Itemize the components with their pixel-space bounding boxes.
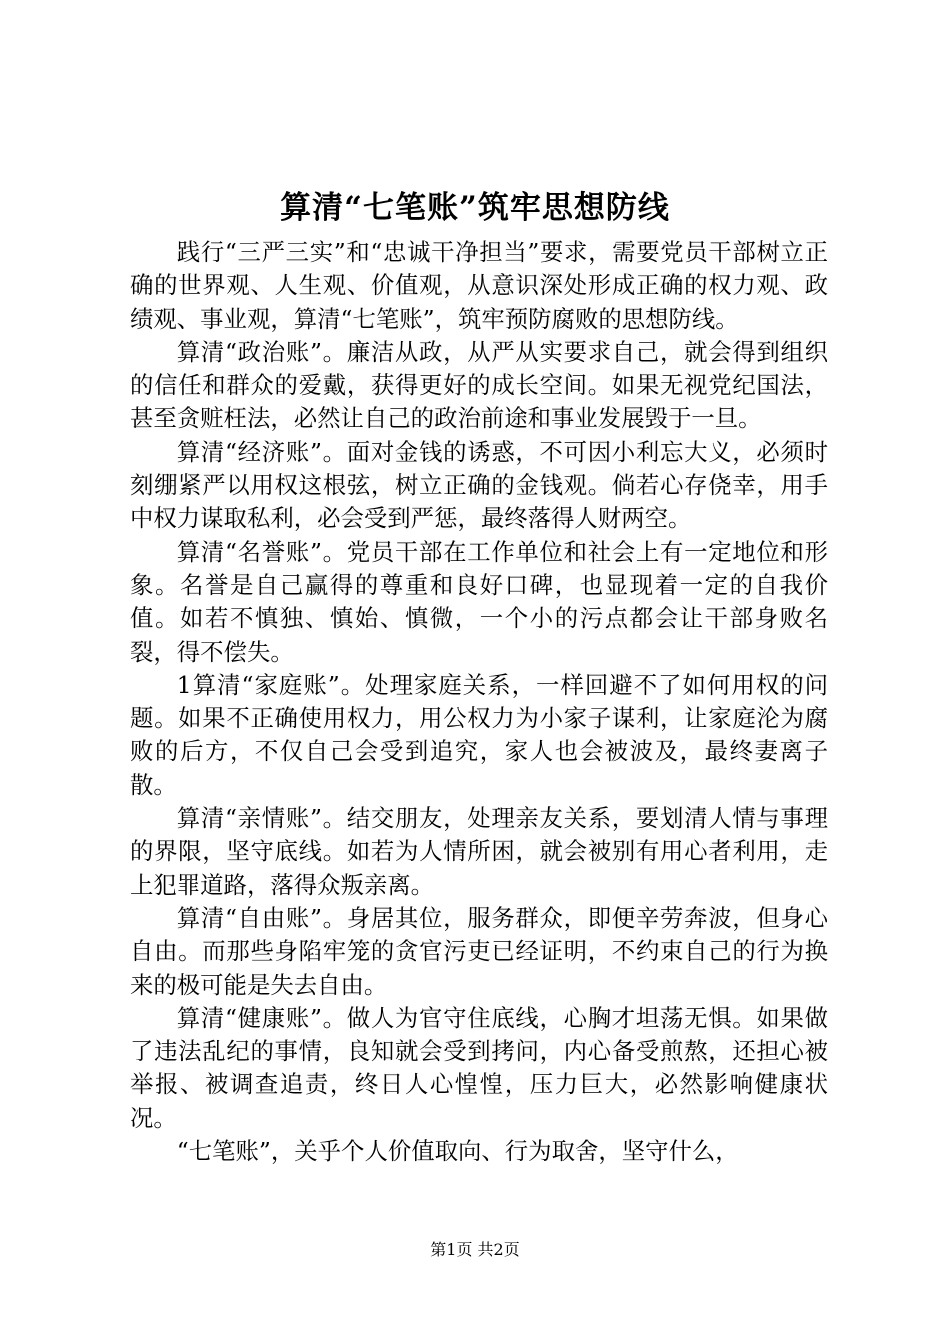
document-body (130, 236, 828, 1168)
paragraph-economic-account: 算清“经济账”。面对金钱的诱惑，不可因小利忘大义，必须时刻绷紧严以用权这根弦，树立正确的金钱观。倘若心存侥幸，用手中权力谋取私利，必会受到严惩，最终落得人财两空。 (130, 437, 828, 533)
page-number-footer: 第1页 共2页 (430, 1240, 520, 1259)
paragraph-kinship-account: 算清“亲情账”。结交朋友，处理亲友关系，要划清人情与事理的界限，坚守底线。如若为人情所困，就会被别有用心者利用，走上犯罪道路，落得众叛亲离。 (130, 804, 828, 899)
paragraph-freedom-account: 算清“自由账”。身居其位，服务群众，即便辛劳奔波，但身心自由。而那些身陷牢笼的贪官污吏已经证明，不约束自己的行为换来的极可能是失去自由。 (130, 903, 828, 999)
paragraph-conclusion: “七笔账”，关乎个人价值取向、行为取舍，坚守什么， (176, 1137, 739, 1166)
document-title: 算清“七笔账”筑牢思想防线 (280, 190, 670, 226)
paragraph-intro: 践行“三严三实”和“忠诚干净担当”要求，需要党员干部树立正确的世界观、人生观、价值观，从意识深处形成正确的权力观、政绩观、事业观，算清“七笔账”，筑牢预防腐败的思想防线。 (130, 238, 828, 333)
paragraph-health-account: 算清“健康账”。做人为官守住底线，心胸才坦荡无惧。如果做了违法乱纪的事情，良知就会受到拷问，内心备受煎熬，还担心被举报、被调查追责，终日人心惶惶，压力巨大，必然影响健康状况。 (130, 1003, 828, 1132)
paragraph-political-account: 算清“政治账”。廉洁从政，从严从实要求自己，就会得到组织的信任和群众的爱戴，获得更好的成长空间。如果无视党纪国法，甚至贪赃枉法，必然让自己的政治前途和事业发展毁于一旦。 (130, 337, 828, 433)
paragraph-family-account: 1算清“家庭账”。处理家庭关系，一样回避不了如何用权的问题。如果不正确使用权力，用公权力为小家子谋利，让家庭沦为腐败的后方，不仅自己会受到追究，家人也会被波及，最终妻离子散。 (130, 670, 828, 799)
paragraph-reputation-account: 算清“名誉账”。党员干部在工作单位和社会上有一定地位和形象。名誉是自己赢得的尊重和良好口碑，也显现着一定的自我价值。如若不慎独、慎始、慎微，一个小的污点都会让干部身败名裂，得不偿失。 (130, 537, 828, 666)
